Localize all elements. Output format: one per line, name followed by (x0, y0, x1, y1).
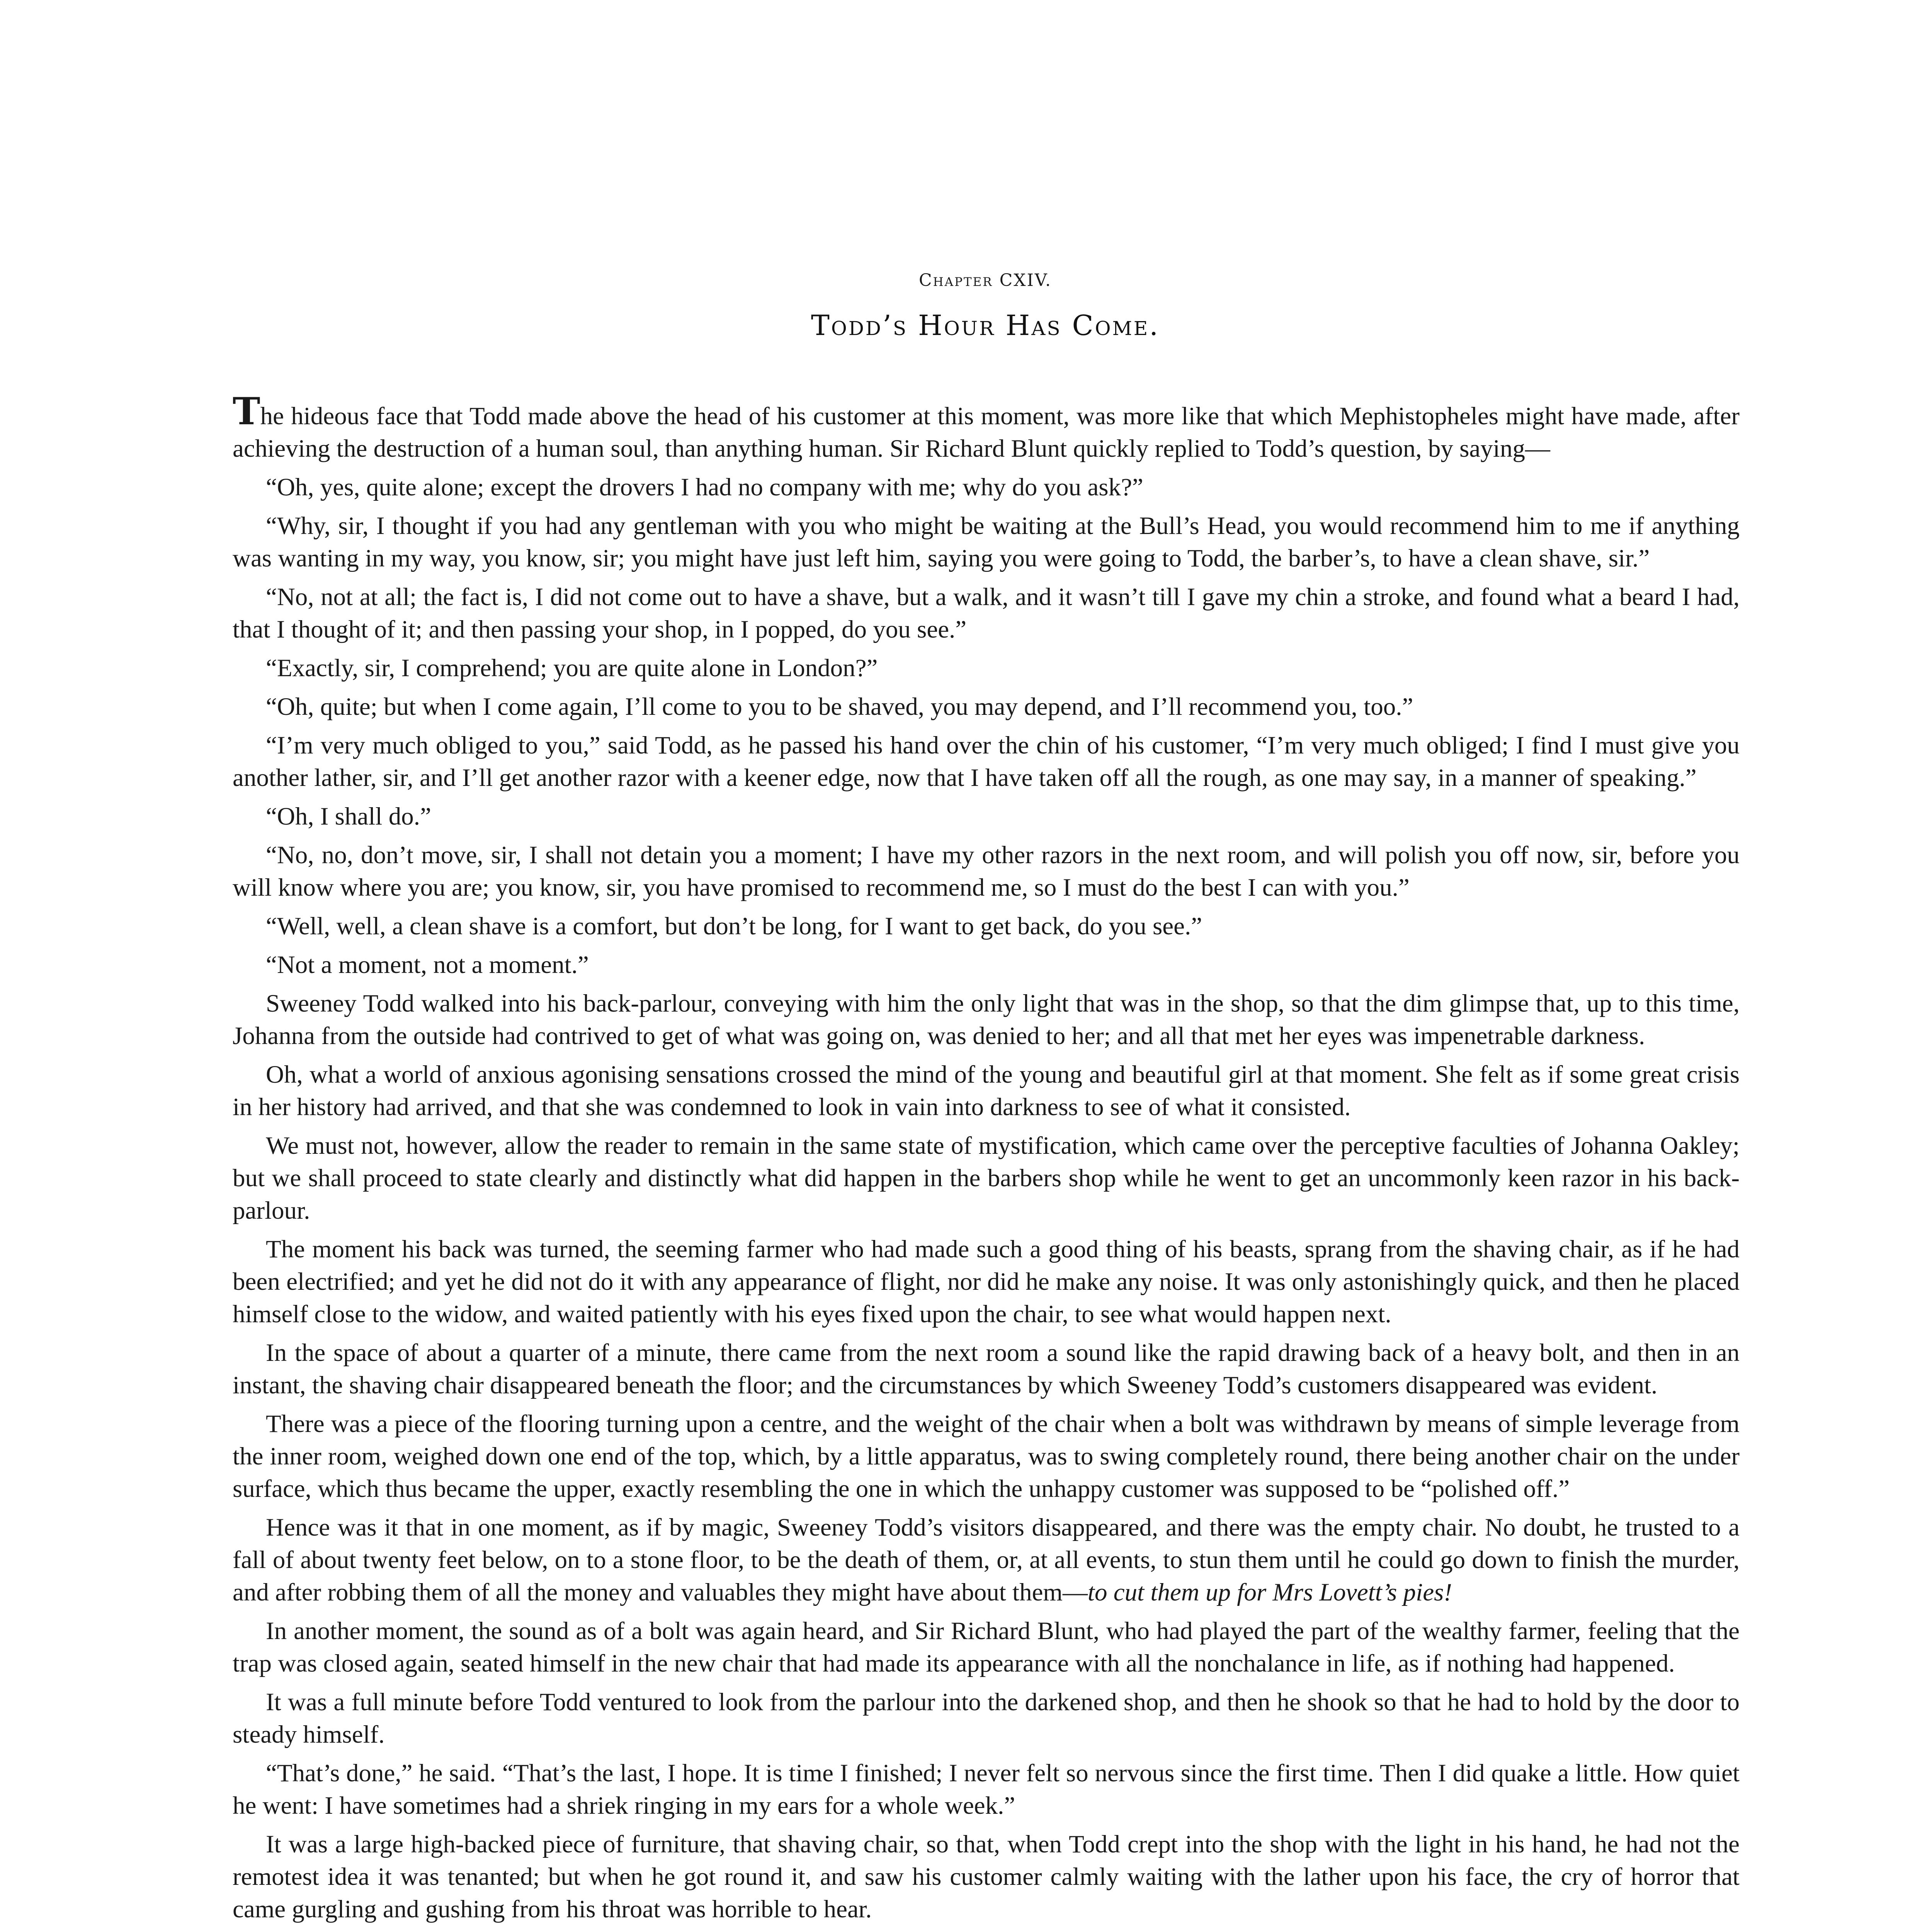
paragraph: In another moment, the sound as of a bolt was again heard, and Sir Richard Blunt, who had played the part of the wealthy farmer, feeling that the trap was closed again, seated himself in the new chair that had made its appearance with all the nonchalance in life, as if nothing had happened. (233, 1617, 1740, 1677)
paragraph: Sweeney Todd walked into his back-parlour, conveying with him the only light that was in the shop, so that the dim glimpse that, up to this time, Johanna from the outside had contrived to get of what was going on, was denied to her; and all that met her eyes was impenetrable darkness. (233, 990, 1740, 1050)
paragraph (233, 1511, 1740, 1609)
italic-phrase: to cut them up for Mrs Lovett’s pies! (1087, 1578, 1452, 1606)
drop-cap: T (233, 389, 260, 433)
paragraph: “Exactly, sir, I comprehend; you are quite alone in London?” (266, 654, 878, 682)
paragraph: In the space of about a quarter of a minute, there came from the next room a sound like the rapid drawing back of a heavy bolt, and then in an instant, the shaving chair disappeared beneath the floor; and the circumstances by which Sweeney Todd’s customers disappeared was evident. (233, 1339, 1740, 1399)
chapter-title: Todd’s Hour Has Come. (811, 309, 1160, 342)
paragraph: “Oh, I shall do.” (266, 803, 431, 830)
paragraph: “Not a moment, not a moment.” (266, 951, 589, 979)
paragraph: “Well, well, a clean shave is a comfort, but don’t be long, for I want to get back, do you see.” (266, 912, 1202, 940)
paragraph: The moment his back was turned, the seeming farmer who had made such a good thing of his beasts, sprang from the shaving chair, as if he had been electrified; and yet he did not do it with any appearance of flight, nor did he make any noise. It was only astonishingly quick, and then he placed himself close to the widow, and waited patiently with his eyes fixed upon the chair, to see what would happen next. (233, 1235, 1740, 1328)
chapter-body (233, 389, 1740, 1932)
paragraph: We must not, however, allow the reader to remain in the same state of mystification, which came over the perceptive faculties of Johanna Oakley; but we shall proceed to state clearly and distinctly what did happen in the barbers shop while he went to get an uncommonly keen razor in his back-parlour. (233, 1132, 1740, 1225)
paragraph: It was a large high-backed piece of furniture, that shaving chair, so that, when Todd crept into the shop with the light in his hand, he had not the remotest idea it was tenanted; but when he got round it, and saw his customer calmly waiting with the lather upon his face, the cry of horror that came gurgling and gushing from his throat was horrible to hear. (233, 1830, 1740, 1923)
paragraph: Oh, what a world of anxious agonising sensations crossed the mind of the young and beautiful girl at that moment. She felt as if some great crisis in her history had arrived, and that she was condemned to look in vain into darkness to see of what it consisted. (233, 1061, 1740, 1121)
paragraph: “Oh, quite; but when I come again, I’ll come to you to be shaved, you may depend, and I’ll recommend you, too.” (266, 693, 1413, 721)
paragraph-text: Hence was it that in one moment, as if by magic, Sweeney Todd’s visitors disappeared, and there was the empty chair. No doubt, he trusted to a fall of about twenty feet below, on to a stone floor, to be the death of them, or, at all events, to stun them until he could go down to finish the murder, and after robbing them of all the money and valuables they might have about them— (233, 1514, 1740, 1606)
paragraph: “I’m very much obliged to you,” said Todd, as he passed his hand over the chin of his customer, “I’m very much obliged; I find I must give you another lather, sir, and I’ll get another razor with a keener edge, now that I have taken off all the rough, as one may say, in a manner of speaking.” (233, 731, 1740, 792)
paragraph: It was a full minute before Todd ventured to look from the parlour into the darkened shop, and then he shook so that he had to hold by the door to steady himself. (233, 1688, 1740, 1748)
paragraph (233, 389, 1740, 465)
paragraph: “That’s done,” he said. “That’s the last, I hope. It is time I finished; I never felt so nervous since the first time. Then I did quake a little. How quiet he went: I have sometimes had a shriek ringing in my ears for a whole week.” (233, 1759, 1740, 1820)
paragraph: “Oh, yes, quite alone; except the drovers I had no company with me; why do you ask?” (266, 473, 1143, 501)
paragraph: “No, no, don’t move, sir, I shall not detain you a moment; I have my other razors in the next room, and will polish you off now, sir, before you will know where you are; you know, sir, you have promised to recommend me, so I must do the best I can with you.” (233, 841, 1740, 901)
paragraph-text: he hideous face that Todd made above the head of his customer at this moment, was more like that which Mephistopheles might have made, after achieving the destruction of a human soul, than anything human. Sir Richard Blunt quickly replied to Todd’s question, by saying— (233, 402, 1740, 463)
paragraph: “No, not at all; the fact is, I did not come out to have a shave, but a walk, and it wasn’t till I gave my chin a stroke, and found what a beard I had, that I thought of it; and then passing your shop, in I popped, do you see.” (233, 583, 1740, 643)
chapter-number: Chapter CXIV. (918, 270, 1052, 290)
paragraph: “Why, sir, I thought if you had any gentleman with you who might be waiting at the Bull’s Head, you would recommend him to me if anything was wanting in my way, you know, sir; you might have just left him, saying you were going to Todd, the barber’s, to have a clean shave, sir.” (233, 512, 1740, 572)
paragraph: There was a piece of the flooring turning upon a centre, and the weight of the chair when a bolt was withdrawn by means of simple leverage from the inner room, weighed down one end of the top, which, by a little apparatus, was to swing completely round, there being another chair on the under surface, which thus became the upper, exactly resembling the one in which the unhappy customer was supposed to be “polished off.” (233, 1410, 1740, 1503)
